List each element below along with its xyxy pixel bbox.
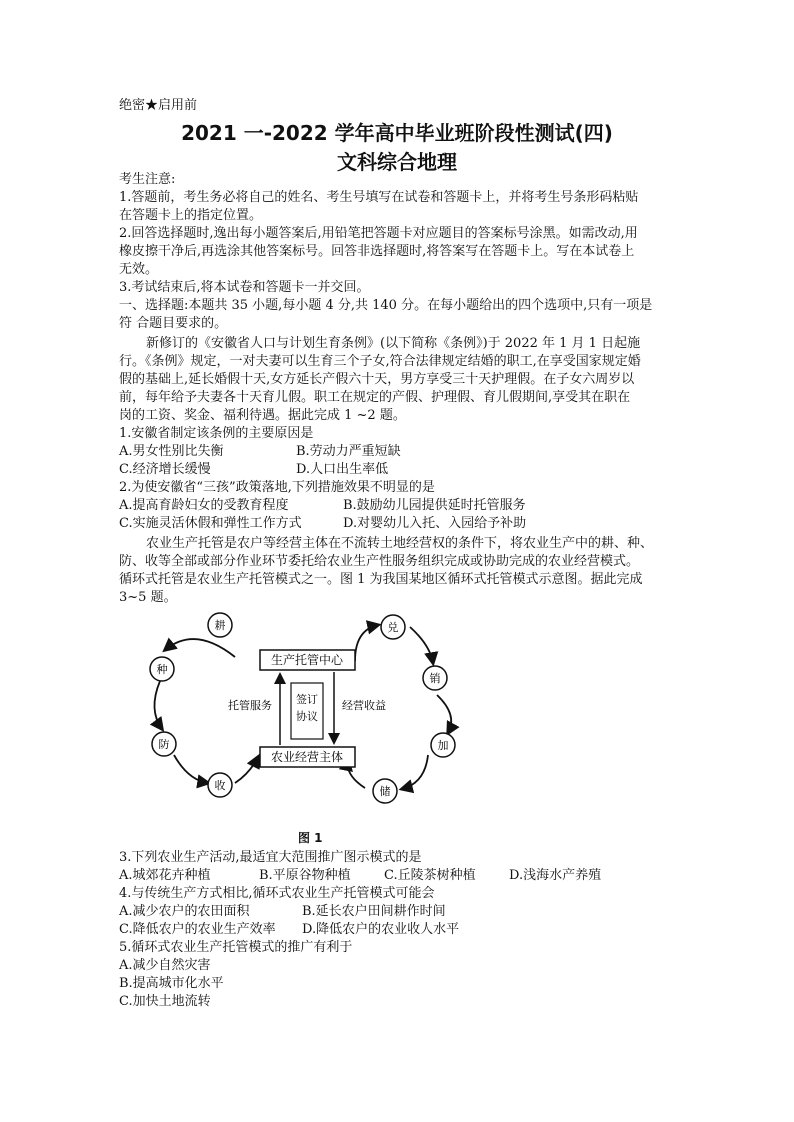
passage-line: 岗的工资、奖金、福利待遇。据此完成 1 ~2 题。	[119, 408, 406, 423]
option-d[interactable]: D.浅海水产养殖	[509, 868, 602, 883]
notice-line: 无效。	[119, 262, 159, 277]
option-d[interactable]: D.对婴幼儿入托、入园给予补助	[343, 516, 527, 531]
node-chu: 储	[379, 785, 391, 798]
node-geng: 耕	[214, 619, 226, 632]
question-stem: 4.与传统生产方式相比,循环式农业生产托管模式可能会	[119, 886, 435, 901]
top-box-label: 生产托管中心	[270, 653, 344, 667]
node-shou: 收	[214, 779, 226, 792]
passage-line: 防、收等全部或部分作业环节委托给农业生产性服务组织完成或协助完成的农业经营模式。	[119, 554, 640, 569]
option-a[interactable]: A.减少自然灾害	[119, 958, 211, 973]
left-flow-label: 托管服务	[228, 699, 272, 712]
notice-heading: 考生注意:	[119, 172, 176, 187]
passage-line: 农业生产托管是农户等经营主体在不流转土地经营权的条件下，将农业生产中的耕、种、	[146, 536, 654, 551]
option-c[interactable]: C.实施灵活休假和弹性工作方式	[119, 516, 302, 531]
cycle-diagram	[140, 605, 480, 830]
passage-line: 前，每年给予夫妻各十天育儿假。职工在规定的产假、护理假、育儿假期间,享受其在职在	[119, 390, 631, 405]
option-a[interactable]: A.城郊花卉种植	[119, 868, 211, 883]
node-dui: 兑	[387, 621, 399, 634]
option-c[interactable]: C.丘陵茶树种植	[384, 868, 476, 883]
section-intro: 一、选择题:本题共 35 小题,每小题 4 分,共 140 分。在每小题给出的四个选项中,只有一项是	[119, 298, 653, 313]
bottom-box-label: 农业经营主体	[270, 750, 344, 764]
option-c[interactable]: C.降低农户的农业生产效率	[119, 922, 276, 937]
question-stem: 5.循环式农业生产托管模式的推广有利于	[119, 940, 353, 955]
option-b[interactable]: B.提高城市化水平	[119, 976, 224, 991]
node-fang: 防	[158, 738, 170, 751]
notice-line: 1.答题前，考生务必将自己的姓名、考生号填写在试卷和答题卡上，并将考生号条形码粘贴	[119, 190, 639, 205]
exam-title: 2021 一-2022 学年高中毕业班阶段性测试(四)	[181, 121, 613, 145]
notice-line: 2.回答选择题时,逸出每小题答案后,用铅笔把答题卡对应题目的答案标号涂黑。如需改动,用	[119, 226, 638, 241]
node-jia: 加	[437, 739, 449, 752]
question-stem: 2.为使安徽省“三孩”政策落地,下列措施效果不明显的是	[119, 480, 435, 495]
option-d[interactable]: D.人口出生率低	[296, 462, 389, 477]
option-a[interactable]: A.提高育龄妇女的受教育程度	[119, 498, 289, 513]
option-c[interactable]: C.经济增长缓慢	[119, 462, 211, 477]
node-xiao: 销	[429, 672, 441, 685]
passage-line: 假的基础上,延长婚假十天,女方延长产假六十天，男方享受三十天护理假。在子女六周岁以	[119, 372, 635, 387]
option-b[interactable]: B.平原谷物种植	[259, 868, 351, 883]
option-d[interactable]: D.降低农户的农业收人水平	[302, 922, 460, 937]
option-a[interactable]: A.减少农户的农田面积	[119, 904, 250, 919]
agreement-label: 协议	[296, 710, 318, 723]
passage-line: 3~5 题。	[119, 590, 177, 605]
option-a[interactable]: A.男女性别比失衡	[119, 444, 224, 459]
exam-subtitle: 文科综合地理	[337, 150, 457, 174]
right-flow-label: 经营收益	[342, 699, 386, 712]
agreement-label: 签订	[296, 693, 318, 706]
node-zhong: 种	[156, 663, 168, 676]
option-b[interactable]: B.劳动力严重短缺	[296, 444, 401, 459]
section-intro: 符 合题目要求的。	[119, 316, 228, 331]
option-b[interactable]: B.鼓励幼儿园提供延时托管服务	[343, 498, 526, 513]
passage-line: 行。《条例》规定，一对夫妻可以生育三个子女,符合法律规定结婚的职工,在享受国家规定婚	[119, 354, 641, 369]
passage-line: 循环式托管是农业生产托管模式之一。图 1 为我国某地区循环式托管模式示意图。据此完成	[119, 572, 643, 587]
passage-line: 新修订的《安徽省人口与计划生育条例》(以下简称《条例》)于 2022 年 1 月 1 日起施	[146, 336, 641, 351]
question-stem: 1.安徽省制定该条例的主要原因是	[119, 426, 314, 441]
figure-caption: 图 1	[298, 831, 323, 845]
secret-label: 绝密★启用前	[119, 98, 198, 113]
notice-line: 橡皮擦干净后,再选涂其他答案标号。回答非选择题时,将答案写在答题卡上。写在本试卷上	[119, 244, 635, 259]
option-c[interactable]: C.加快土地流转	[119, 994, 211, 1009]
notice-line: 3.考试结束后,将本试卷和答题卡一并交回。	[119, 280, 370, 295]
question-stem: 3.下列农业生产活动,最适宜大范围推广图示模式的是	[119, 850, 422, 865]
notice-line: 在答题卡上的指定位置。	[119, 208, 263, 223]
option-b[interactable]: B.延长农户田间耕作时间	[302, 904, 446, 919]
